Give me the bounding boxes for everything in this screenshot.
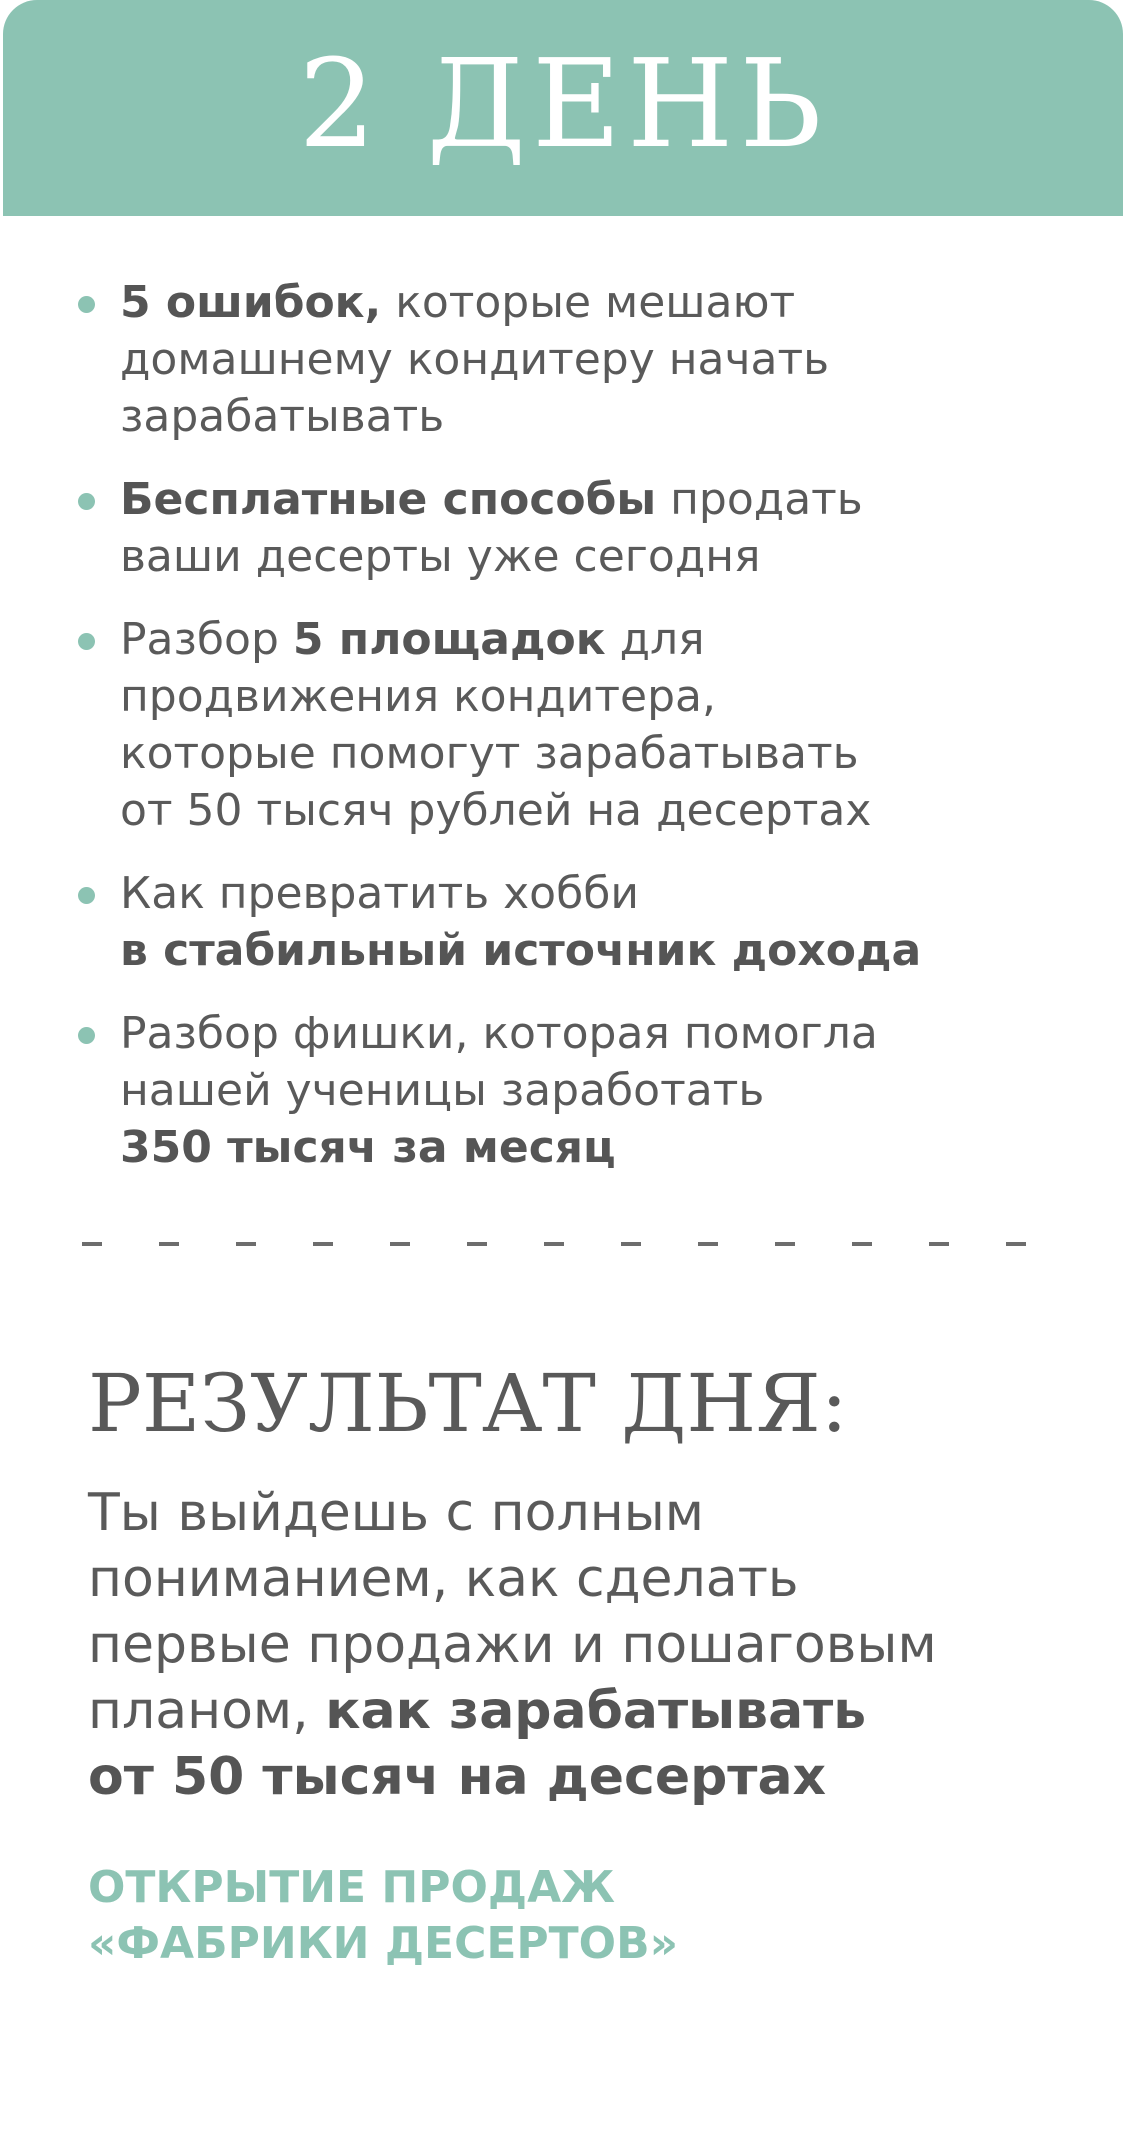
plain-text: для — [605, 614, 705, 665]
item-line: домашнему кондитеру начать — [120, 334, 830, 385]
bullet-dot-icon — [78, 887, 95, 904]
item-line: ваши десерты уже сегодня — [120, 531, 761, 582]
bullet-dot-icon — [78, 633, 95, 650]
highlight-text: 350 тысяч за месяц — [120, 1122, 616, 1173]
sales-opening-note — [88, 1860, 988, 1972]
item-line — [120, 922, 1080, 979]
sales-line: ОТКРЫТИЕ ПРОДАЖ — [88, 1862, 616, 1913]
list-item — [120, 1005, 1080, 1176]
item-line: нашей ученицы заработать — [120, 1065, 765, 1116]
list-item — [120, 611, 1080, 839]
highlight-text: как зарабатывать — [325, 1681, 867, 1741]
item-line: от 50 тысяч рублей на десертах — [120, 785, 872, 836]
program-content — [0, 274, 1125, 1202]
bullet-dot-icon — [78, 1027, 95, 1044]
item-line: Разбор фишки, которая помогла — [120, 1008, 878, 1059]
highlight-text: Бесплатные способы — [120, 474, 657, 525]
highlight-text: от 50 тысяч на десертах — [88, 1747, 827, 1807]
plain-text: которые мешают — [381, 277, 796, 328]
day-header — [3, 0, 1123, 216]
plain-text: Разбор — [120, 614, 293, 665]
plain-text: продать — [656, 474, 863, 525]
dashed-divider — [82, 1242, 1047, 1246]
item-line — [120, 471, 1080, 528]
bullet-dot-icon — [78, 296, 95, 313]
list-item — [120, 274, 1080, 445]
plain-text: планом, — [88, 1681, 326, 1741]
item-line: зарабатывать — [120, 391, 445, 442]
program-list — [0, 274, 1125, 1176]
item-line: Как превратить хобби — [120, 868, 639, 919]
day-title: 2 ДЕНЬ — [298, 33, 828, 175]
sales-line: «ФАБРИКИ ДЕСЕРТОВ» — [88, 1918, 679, 1969]
highlight-text: в стабильный источник дохода — [120, 925, 922, 976]
result-title: РЕЗУЛЬТАТ ДНЯ: — [88, 1357, 848, 1450]
highlight-text: 5 площадок — [292, 614, 606, 665]
result-line — [88, 1678, 1088, 1744]
bullet-dot-icon — [78, 493, 95, 510]
item-line — [120, 274, 1080, 331]
item-line — [120, 611, 1080, 668]
result-line: пониманием, как сделать — [88, 1549, 799, 1609]
item-line — [120, 1119, 1080, 1176]
item-line: продвижения кондитера, — [120, 671, 716, 722]
item-line: которые помогут зарабатывать — [120, 728, 859, 779]
result-line: Ты выйдешь с полным — [88, 1483, 705, 1543]
result-description — [88, 1480, 1088, 1810]
result-line — [88, 1744, 1088, 1810]
list-item — [120, 471, 1080, 585]
result-line: первые продажи и пошаговым — [88, 1615, 937, 1675]
highlight-text: 5 ошибок, — [120, 277, 382, 328]
list-item — [120, 865, 1080, 979]
